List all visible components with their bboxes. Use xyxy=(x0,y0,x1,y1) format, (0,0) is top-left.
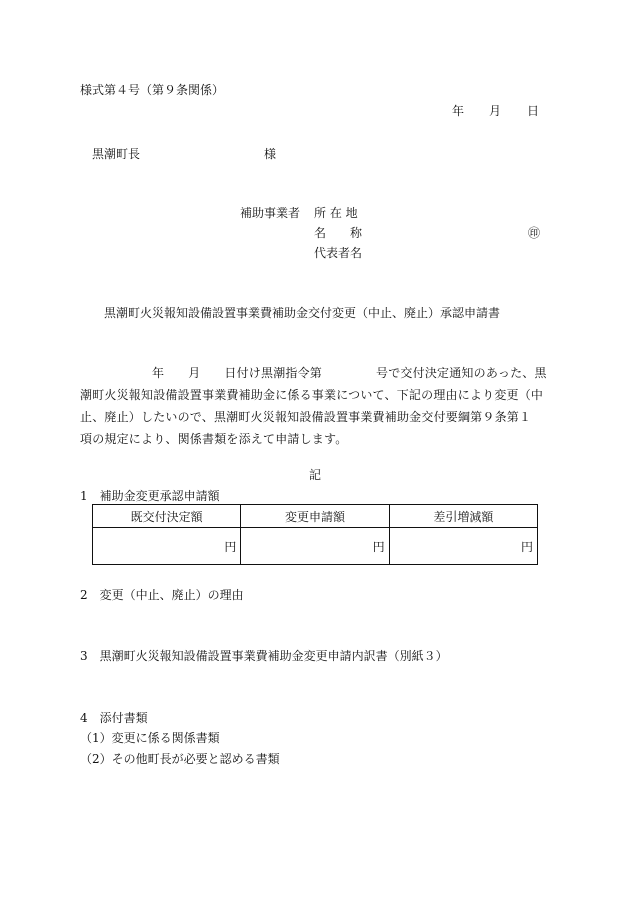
table-header-row xyxy=(93,505,538,528)
addressee-name: 黒潮町長 xyxy=(92,147,141,161)
form-number: 様式第４号（第９条関係） xyxy=(80,83,225,97)
date-month: 月 xyxy=(489,104,502,118)
addressee-honorific: 様 xyxy=(264,147,277,161)
section-1-heading: 1 補助金変更承認申請額 xyxy=(80,489,220,503)
body-line-1 xyxy=(80,362,552,384)
date-day: 日 xyxy=(527,104,540,118)
document-title: 黒潮町火災報知設備設置事業費補助金交付変更（中止、廃止）承認申請書 xyxy=(104,306,501,320)
applicant-label: 補助事業者 xyxy=(240,206,301,220)
body-ref: 日付け黒潮指令第 xyxy=(224,366,323,380)
representative-label: 代表者名 xyxy=(314,246,363,260)
header-existing-amount: 既交付決定額 xyxy=(93,505,241,528)
amounts-table xyxy=(92,504,538,565)
body-line-4: 項の規定により、関係書類を添えて申請します。 xyxy=(80,432,348,446)
name-label: 名 称 xyxy=(314,226,363,240)
header-difference-amount: 差引増減額 xyxy=(389,505,537,528)
header-change-amount: 変更申請額 xyxy=(241,505,389,528)
difference-amount-cell: 円 xyxy=(389,528,537,565)
table-row xyxy=(93,528,538,565)
section-2-heading: 2 変更（中止、廃止）の理由 xyxy=(80,588,244,602)
change-amount-cell: 円 xyxy=(241,528,389,565)
seal-mark: ㊞ xyxy=(528,226,541,240)
body-rest: 号で交付決定通知のあった、黒 xyxy=(376,366,547,380)
existing-amount-cell: 円 xyxy=(93,528,241,565)
body-paragraph xyxy=(80,362,552,450)
address-label: 所 在 地 xyxy=(314,206,358,220)
section-4-heading: 4 添付書類 xyxy=(80,711,148,725)
body-year: 年 xyxy=(152,366,165,380)
ki-heading: 記 xyxy=(309,468,322,482)
body-line-2: 潮町火災報知設備設置事業費補助金に係る事業について、下記の理由により変更（中 xyxy=(80,388,544,402)
date-year: 年 xyxy=(452,104,465,118)
attachment-item-2: （2）その他町長が必要と認める書類 xyxy=(80,752,280,766)
body-month: 月 xyxy=(188,366,201,380)
section-3-heading: 3 黒潮町火災報知設備設置事業費補助金変更申請内訳書（別紙３） xyxy=(80,649,448,663)
body-line-3: 止、廃止）したいので、黒潮町火災報知設備設置事業費補助金交付要綱第９条第１ xyxy=(80,410,532,424)
attachment-item-1: （1）変更に係る関係書類 xyxy=(80,731,220,745)
